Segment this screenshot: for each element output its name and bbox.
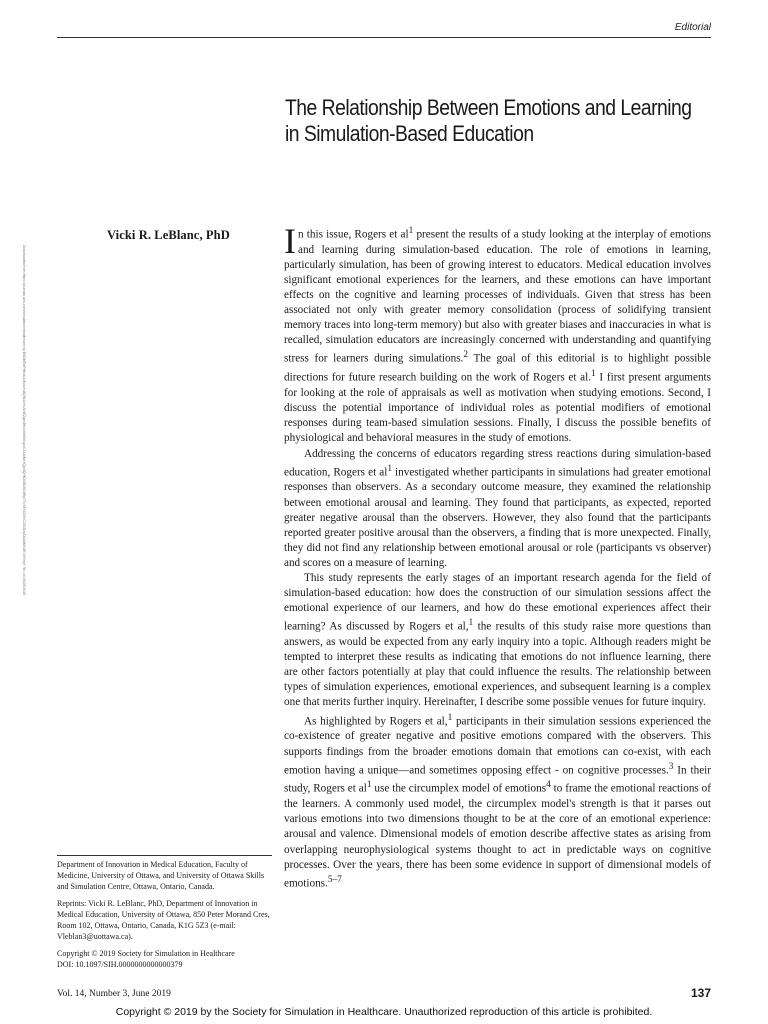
paragraph-1: In this issue, Rogers et $al^1$ present the results of a study looking at the interplay of emotions and learning during simulation-based education. The role of emotions in learning, particularly simulation, has been of growing interest to educators. Medical education involves significant emotional experiences for the learners, and these emotions can have important effects on the cognitive and learning processes of individuals. Given that stress has been associated not only with greater memory consolidation (process of solidifying transient memory traces into long-term memory) but also with greater biases and inaccuracies in what is recalled, simulation educators are increasingly concerned with understanding and quantifying stress for learners during simulations.$^2$ The goal of this editorial is to highlight possible directions for future research building on the work of Rogers et al.$^1$ I first present arguments for looking at the role of appraisals as well as motivation when studying emotions. Second, I discuss the potential importance of individual roles as potential modifiers of emotional responses during team-based simulation sessions. Finally, I discuss the possible benefits of physiological and behavioral measures in the study of emotions.: [284, 221, 712, 445]
affiliation-box: [57, 855, 272, 970]
section-label: Editorial: [674, 22, 711, 33]
header-rule: [57, 37, 711, 38]
title-line-1: The Relationship Between Emotions and Learning: [285, 95, 692, 120]
affiliation-copyright: Copyright © 2019 Society for Simulation in Healthcare: [57, 949, 235, 958]
drop-cap: I: [284, 221, 296, 261]
citation: 1: [366, 780, 372, 791]
paragraph-2: Addressing the concerns of educators regarding stress reactions during simulation-based education, Rogers et $al^1$ investigated whether participants in simulations had greater emotional responses than observers. As a secondary outcome measure, they examined the relationship between emotional arousal and learning. They found that participants, as expected, reported greater negative arousal than the observers. However, they also found that the participants reported greater positive arousal than the observers, a finding that is more unexpected. Finally, they did not find any relationship between emotional arousal or role (participants vs observer) and scores on a measure of learning.: [284, 447, 711, 569]
citation: 3: [668, 761, 674, 772]
paragraph-4: As highlighted by Rogers et al,$^1$ participants in their simulation sessions experienced the co-existence of greater negative and positive emotions compared with the observers. This supports findings from the broader emotions domain that emotions can co-exist, with each emotion having a unique—and sometimes opposing effect - on cognitive processes.$^3$ In their study, Rogers et $al^1$ use the circumplex model of emotions$^4$ to frame the emotional reactions of the learners. A commonly used model, the circumplex model's strength is that it parses out various emotions into two dimensions thought to be at the core of an emotional experience: arousal and valence. Dimensional models of emotion describe affective states as arising from overlapping neurophysiological systems thought to act in predictable ways on cognitive processes. Over the years, there has been some evidence in support of dimensional models of emotions.$^{5-7}$: [284, 712, 711, 890]
citation: 1: [468, 618, 474, 629]
citation: 2: [463, 350, 469, 361]
download-watermark-text: Downloaded from https://journals.lww.com/simulationinhealthcare by BhDMf5ePHKav1zEoum1tQfN4a+kJLhEZgbsIHo4XMi0hCywCX1AWnYQp/IlQrHD3i3D0OdRyi7TvSFl4Cf3VC4/OAVpDDa8KKGKV0Ymy+78= on 09/28/2019: [22, 245, 26, 596]
citation: 4: [546, 780, 551, 791]
article-body: [284, 221, 712, 892]
affiliation-department: Department of Innovation in Medical Education, Faculty of Medicine, University of Ottawa, and University of Ottawa Skills and Simulation Centre, Ottawa, Ontario, Canada.: [57, 860, 265, 891]
journal-issue: Vol. 14, Number 3, June 2019: [57, 989, 171, 999]
citation: 1: [447, 712, 453, 723]
citation: 1: [408, 226, 414, 236]
download-watermark: [22, 245, 34, 765]
citation: 1: [387, 463, 392, 474]
copyright-notice: Copyright © 2019 by the Society for Simulation in Healthcare. Unauthorized reproduction of this article is prohibited.: [115, 1006, 653, 1018]
affiliation-reprints: Reprints: Vicki R. LeBlanc, PhD, Department of Innovation in Medical Education, University of Ottawa, 850 Peter Morand Cres, Room 102, Ottawa, Ontario, Canada, K1G 5Z3 (e-mail: Vleblan3@uottawa.ca).: [57, 899, 270, 941]
citation: 5–7: [327, 874, 342, 885]
page-number: 137: [690, 986, 711, 1000]
citation: 1: [591, 369, 596, 380]
author-name: Vicki R. LeBlanc, PhD: [107, 228, 230, 242]
article-title: [285, 95, 715, 147]
affiliation-doi: DOI: 10.1097/SIH.0000000000000379: [57, 960, 183, 969]
title-line-2: in Simulation-Based Education: [285, 121, 534, 146]
paragraph-3: This study represents the early stages of an important research agenda for the field of simulation-based education: how does the construction of our simulation sessions affect the emotional experience of our learners, and how do these emotional experiences affect their learning? As discussed by Rogers et al,$^1$ the results of this study raise more questions than answers, as would be expected from any early inquiry into a topic. Although readers might be tempted to interpret these results as indicating that emotions do not influence learning, there are other factors potentially at play that could influence the results. The relationship between types of simulation experiences, emotional experiences, and subsequent learning is a complex one that merits further inquiry. Hereinafter, I describe some possible venues for future inquiry.: [284, 572, 711, 709]
affiliation-copyright-block: [57, 948, 272, 970]
